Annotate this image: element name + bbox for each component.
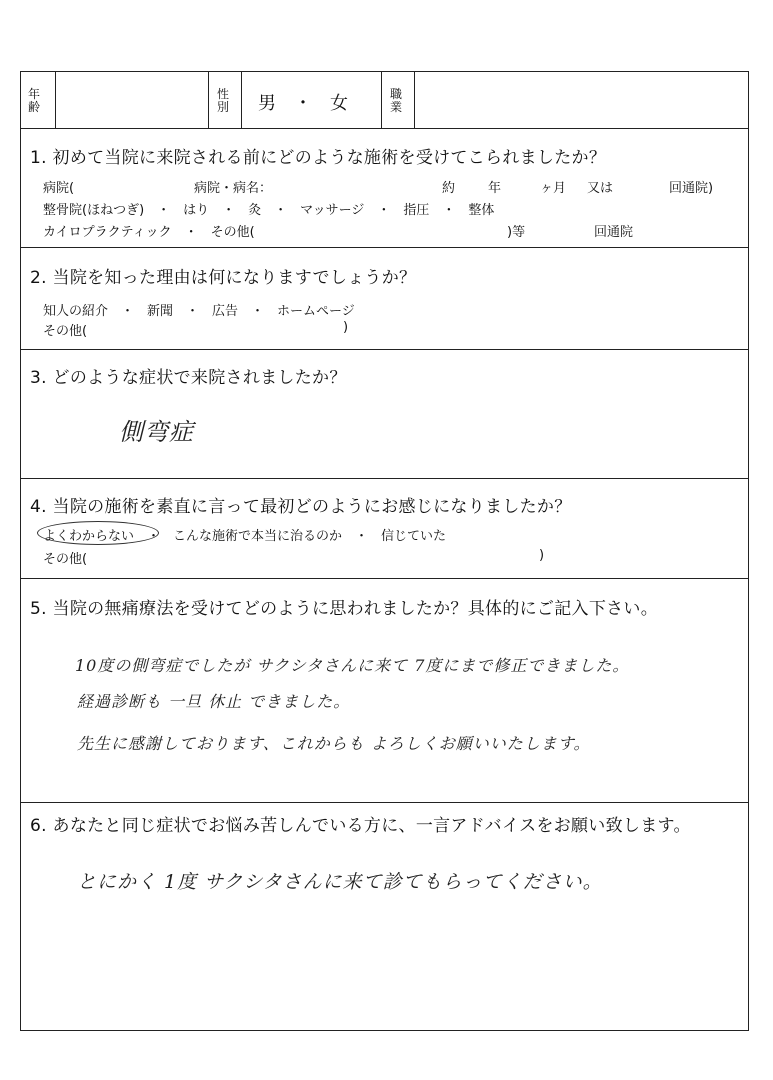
q2-section xyxy=(21,248,748,350)
q6-question: 6. あなたと同じ症状でお悩み苦しんでいる方に、一言アドバイスをお願い致します。 xyxy=(30,816,691,836)
q1-question: 1. 初めて当院に来院される前にどのような施術を受けてこられましたか？ xyxy=(30,148,607,168)
sex-label-cell xyxy=(209,72,242,128)
header-row xyxy=(21,72,748,129)
q3-answer: 側弯症 xyxy=(119,418,194,446)
sex-field[interactable] xyxy=(242,72,382,128)
q4-section xyxy=(21,479,748,579)
q5-answer-line3: 先生に感謝しております、これからも よろしくお願いいたします。 xyxy=(77,734,591,753)
q1-year: 年 xyxy=(488,181,502,196)
q1-section xyxy=(21,129,748,248)
q1-options-line2: 整骨院(ほねつぎ) ・ はり ・ 灸 ・ マッサージ ・ 指圧 ・ 整体 xyxy=(43,203,495,218)
q4-options: よくわからない ・ こんな施術で本当に治るのか ・ 信じていた xyxy=(43,529,447,544)
q4-other-close: ) xyxy=(539,548,545,563)
q1-visits: 回通院) xyxy=(669,181,714,196)
q4-question: 4. 当院の施術を素直に言って最初どのようにお感じになりましたか？ xyxy=(30,497,572,517)
q1-or: 又は xyxy=(587,181,614,196)
job-field[interactable] xyxy=(415,72,748,128)
q1-month: ヶ月 xyxy=(540,181,567,196)
q3-question: 3. どのような症状で来院されましたか？ xyxy=(30,368,347,388)
q5-question: 5. 当院の無痛療法を受けてどのように思われましたか？具体的にご記入下さい。 xyxy=(30,599,659,619)
q2-question: 2. 当院を知った理由は何になりますでしょうか？ xyxy=(30,268,417,288)
q6-section xyxy=(21,803,748,1032)
sex-label: 性別 xyxy=(217,87,230,114)
q6-answer: とにかく 1度 サクシタさんに来て診てもらってください。 xyxy=(77,871,603,893)
age-field[interactable] xyxy=(56,72,209,128)
age-label-cell xyxy=(21,72,56,128)
job-label: 職業 xyxy=(390,87,403,114)
q2-other-open: その他( xyxy=(43,324,88,339)
q1-options-line3: カイロプラクティック ・ その他( xyxy=(43,225,255,240)
sex-options: 男 ・ 女 xyxy=(258,93,348,114)
q1-approx: 約 xyxy=(442,181,456,196)
q1-other-close: )等 xyxy=(507,225,526,240)
q4-other-open: その他( xyxy=(43,552,88,567)
questionnaire-form xyxy=(20,71,749,1031)
age-label: 年齢 xyxy=(28,87,41,114)
q5-answer-line1: 10度の側弯症でしたが サクシタさんに来て 7度にまで修正できました。 xyxy=(75,656,630,675)
q5-answer-line2: 経過診断も 一旦 休止 できました。 xyxy=(77,692,351,711)
q5-section xyxy=(21,579,748,803)
q2-other-close: ) xyxy=(343,320,349,335)
q3-section xyxy=(21,350,748,479)
q2-options: 知人の紹介 ・ 新聞 ・ 広告 ・ ホームページ xyxy=(43,304,355,319)
q1-hospital: 病院( xyxy=(43,181,75,196)
q1-visit-count: 回通院 xyxy=(594,225,634,240)
q1-hospital-name: 病院・病名： xyxy=(194,181,273,196)
job-label-cell xyxy=(382,72,415,128)
